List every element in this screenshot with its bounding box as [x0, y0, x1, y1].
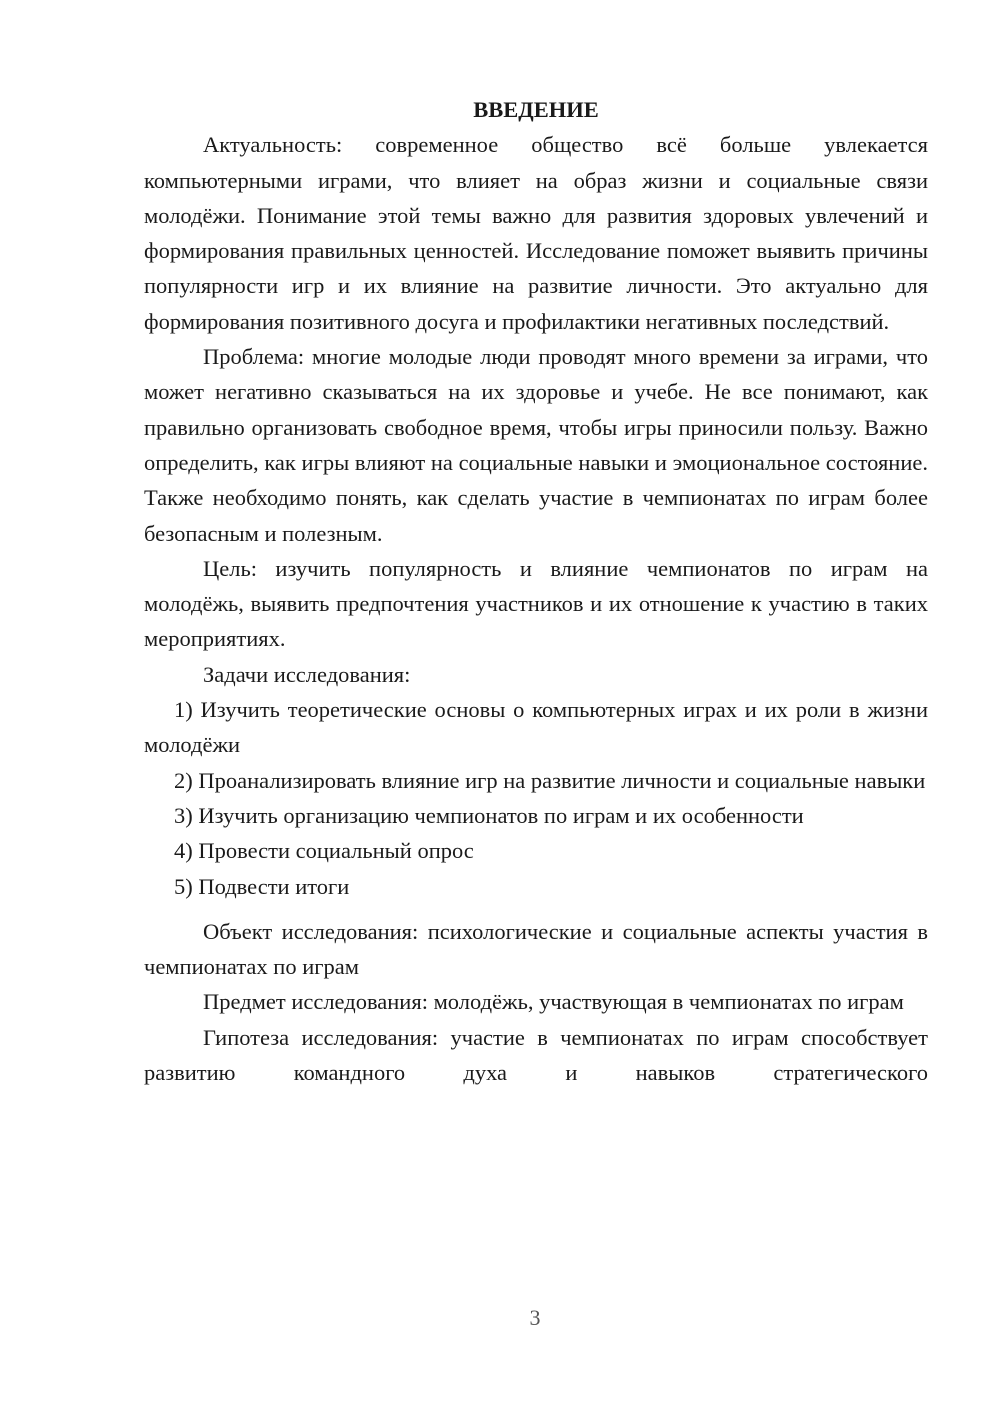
tasks-heading: Задачи исследования: — [203, 661, 411, 687]
document-page — [144, 92, 928, 1090]
task-item: 5) Подвести итоги — [174, 873, 350, 899]
task-item: 3) Изучить организацию чемпионатов по играм и их особенности — [174, 802, 804, 828]
problem-paragraph: Проблема: многие молодые люди проводят много времени за играми, что может негативно сказываться на их здоровье и учебе. Не все понимают, как правильно организовать свободное время, чтобы игры приносили пользу. Важно определить, как игры влияют на социальные навыки и эмоциональное состояние. Также необходимо понять, как сделать участие в чемпионатах по играм более безопасным и полезным. — [144, 344, 928, 546]
goal-paragraph: Цель: изучить популярность и влияние чемпионатов по играм на молодёжь, выявить предпочтения участников и их отношение к участию в таких мероприятиях. — [144, 555, 928, 652]
task-item: 1) Изучить теоретические основы о компьютерных играх и их роли в жизни молодёжи — [144, 697, 928, 758]
section-title: ВВЕДЕНИЕ — [473, 97, 599, 122]
relevance-paragraph: Актуальность: современное общество всё больше увлекается компьютерными играми, что влияет на образ жизни и социальные связи молодёжи. Понимание этой темы важно для развития здоровых увлечений и формирования правильных ценностей. Исследование поможет выявить причины популярности игр и их влияние на развитие личности. Это актуально для формирования позитивного досуга и профилактики негативных последствий. — [144, 132, 928, 334]
task-item: 4) Провести социальный опрос — [174, 838, 474, 864]
hypothesis-paragraph: Гипотеза исследования: участие в чемпионатах по играм способствует развитию командного духа и навыков стратегического — [144, 1024, 928, 1086]
page-number: 3 — [529, 1305, 541, 1330]
task-item: 2) Проанализировать влияние игр на развитие личности и социальные навыки — [174, 767, 926, 793]
object-paragraph: Объект исследования: психологические и социальные аспекты участия в чемпионатах по играм — [144, 918, 928, 980]
subject-paragraph: Предмет исследования: молодёжь, участвующая в чемпионатах по играм — [203, 989, 904, 1015]
